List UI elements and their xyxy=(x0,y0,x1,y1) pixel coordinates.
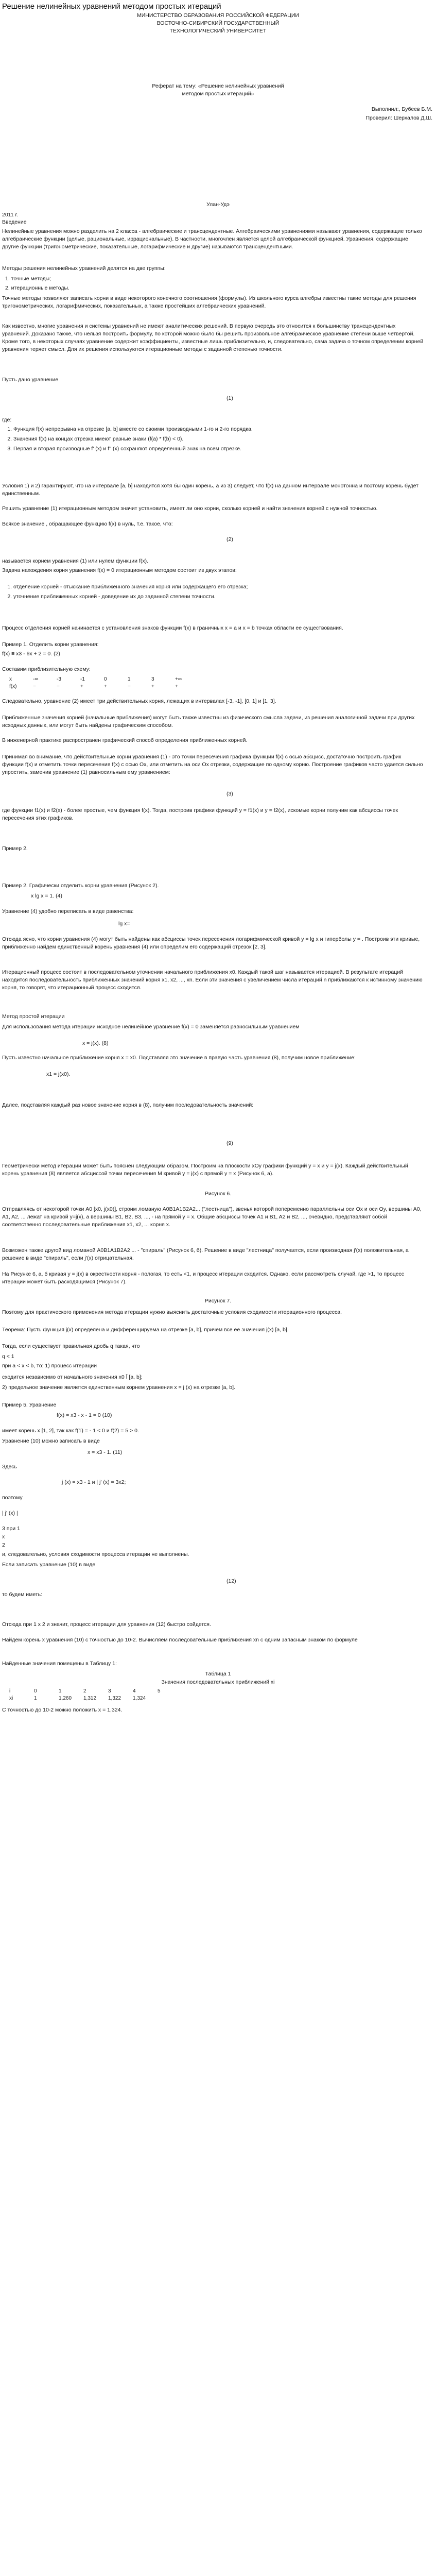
figure-caption: Рисунок 7. xyxy=(204,1298,232,1304)
table-cell: 1,260 xyxy=(59,1696,72,1702)
paragraph: Точные методы позволяют записать корни в виде некоторого конечного соотношения (формулы). Из школьного курса алгебры известны такие методы для решения тригонометрических, логарифмических, показательных, а также простейших алгебраических уравнений. xyxy=(2,295,416,309)
equation-number: (2) xyxy=(226,536,233,543)
table-cell: 3 xyxy=(108,1688,111,1694)
intro-heading: Введение xyxy=(2,219,27,225)
paragraph: Для использования метода итерации исходное нелинейное уравнение f(x) = 0 заменяется равносильным уравнением xyxy=(2,1024,300,1030)
table-cell: i xyxy=(9,1688,11,1694)
paragraph: Пусть дано уравнение xyxy=(2,377,59,383)
referat-topic-2: методом простых итераций» xyxy=(182,91,254,97)
paragraph: Поэтому для практического применения метода итерации нужно выяснить достаточные условия сходимости итерационного процесса. xyxy=(2,1309,342,1315)
table-cell: 1,322 xyxy=(108,1696,121,1702)
table-cell: 2 xyxy=(83,1688,86,1694)
paragraph: Найдем корень x уравнения (10) с точностью до 10-2. Вычисляем последовательные приближения xn с одним запасным знаком по формуле xyxy=(2,1637,358,1643)
paragraph: сходится независимо от начального значения x0 Î [a, b]; xyxy=(2,1374,143,1380)
table-cell: 4 xyxy=(133,1688,136,1694)
table-cell: + xyxy=(151,684,154,690)
paragraph: имеет корень x [1, 2], так как f(1) = - 1 < 0 и f(2) = 5 > 0. xyxy=(2,1428,139,1434)
paragraph: где: xyxy=(2,417,12,423)
table-cell: 5 xyxy=(158,1688,161,1694)
equation-number: (9) xyxy=(226,1140,233,1146)
paragraph: Пример 2. Графически отделить корни уравнения (Рисунок 2). xyxy=(2,883,159,889)
paragraph: Здесь xyxy=(2,1464,18,1470)
paragraph: Принимая во внимание, что действительные корни уравнения (1) - это точки пересечения графика функции f(x) с осью абсцисс, достаточно построить график функции f(x) и отметить точки пересечения f(x) с осью Ox, или отметить на оси Ox отрезки, содержащие по одному корню. Построение графиков часто удается сильно упростить, заменив уравнение (1) равносильным ему уравнением: xyxy=(2,754,423,775)
paragraph: Приближенные значения корней (начальные приближения) могут быть также известны из физического смысла задачи, из решения аналогичной задачи при других исходных данных, или могут быть найдены графическим способом. xyxy=(2,715,415,728)
paragraph: На Рисунке 6, a, б кривая y = j(x) в окрестности корня - пологая, то есть <1, и процесс итерации сходится. Однако, если рассмотреть случай, где >1, то процесс итерации может быть расходящимся (Рисунок 7). xyxy=(2,1271,405,1285)
checker-line: Проверил: Шерхалов Д.Ш. xyxy=(365,115,432,121)
table-caption: Таблица 1 xyxy=(205,1671,231,1677)
list-item: 2. итерационные методы. xyxy=(5,285,69,291)
table-cell: f(x) xyxy=(9,684,17,690)
table-cell: 1,324 xyxy=(133,1696,146,1702)
paragraph: q < 1 xyxy=(2,1353,14,1360)
paragraph: Отсюда при 1 x 2 и значит, процесс итерации для уравнения (12) быстро сойдется. xyxy=(2,1621,211,1628)
table-row xyxy=(9,676,199,683)
table-subcaption: Значения последовательных приближений xi xyxy=(161,1679,275,1685)
paragraph: Пусть известно начальное приближение корня x = x0. Подставляя это значение в правую часть уравнения (8), получим новое приближение: xyxy=(2,1055,356,1061)
table-cell: +∞ xyxy=(175,676,182,682)
paragraph: Теорема: Пусть функция j(x) определена и дифференцируема на отрезке [a, b], причем все ее значения j(x) [a, b]. xyxy=(2,1327,289,1333)
conditions-list xyxy=(2,426,404,455)
equation-line: | j' (x) | xyxy=(2,1510,18,1516)
paragraph: поэтому xyxy=(2,1495,23,1501)
table-cell xyxy=(158,1695,182,1702)
equation-line: x lg x = 1. (4) xyxy=(31,893,62,899)
paragraph: Составим приблизительную схему: xyxy=(2,666,91,672)
equation-number: (12) xyxy=(226,1578,236,1584)
table-cell: + xyxy=(80,684,83,690)
paragraph: Условия 1) и 2) гарантируют, что на интервале [a, b] находится хотя бы один корень, а из 3) следует, что f(x) на данном интервале монотонна и поэтому корень будет единственным. xyxy=(2,483,418,497)
paragraph: 2) предельное значение является единственным корнем уравнения x = j (x) на отрезке [a, b]. xyxy=(2,1384,235,1391)
table-cell: -∞ xyxy=(33,676,39,682)
table-cell: 1 xyxy=(59,1688,62,1694)
paragraph: Геометрически метод итерации может быть пояснен следующим образом. Построим на плоскости xOy графики функций y = x и y = j(x). Каждый действительный корень уравнения (8) является абсциссой точки пересечения M кривой y = j(x) с прямой y = x (Рисунок 6, а). xyxy=(2,1163,408,1177)
paragraph: Как известно, многие уравнения и системы уравнений не имеют аналитических решений. В первую очередь это относится к большинству трансцендентных уравнений. Доказано также, что нельзя построить формулу, по которой можно было бы решить произвольное алгебраическое уравнение степени выше четвертой. Кроме того, в некоторых случаях уравнение содержит коэффициенты, известные лишь приблизительно, и, следовательно, сама задача о точном определении корней уравнения теряет смысл. Для их решения используются итерационные методы с заданной степенью точности. xyxy=(2,323,424,352)
equation-number: (1) xyxy=(226,395,233,401)
list-item: 2. Значения f(x) на концах отрезка имеют разные знаки (f(a) * f(b) < 0). xyxy=(13,435,404,443)
paragraph: где функции f1(x) и f2(x) - более простые, чем функция f(x). Тогда, построив графики функций y = f1(x) и y = f2(x), искомые корни получим как абсциссы точек пересечения этих графиков. xyxy=(2,807,398,821)
figure-caption: Рисунок 6. xyxy=(204,1191,232,1197)
list-item: 1. Функция f(x) непрерывна на отрезке [a, b] вместе со своими производными 1-го и 2-го порядка. xyxy=(13,426,404,433)
paragraph: Решить уравнение (1) итерационным методом значит установить, имеет ли оно корни, сколько корней и найти значения корней с нужной точностью. xyxy=(2,505,378,512)
stages-list xyxy=(2,583,404,603)
author-line: Выполнил:, Бубеев Б.М. xyxy=(371,106,432,112)
table-cell: − xyxy=(57,684,60,690)
table-cell: − xyxy=(33,684,36,690)
university-line-1: ВОСТОЧНО-СИБИРСКИЙ ГОСУДАРСТВЕННЫЙ xyxy=(156,20,280,26)
year-line: 2011 г. xyxy=(2,212,18,218)
paragraph: Всякое значение , обращающее функцию f(x) в нуль, т.е. такое, что: xyxy=(2,521,173,527)
list-item: 1. точные методы; xyxy=(5,276,51,282)
paragraph: В инженерной практике распространен графический способ определения приближенных корней. xyxy=(2,737,248,743)
example-label: Пример 5. Уравнение xyxy=(2,1402,57,1408)
table-cell: 1,312 xyxy=(83,1696,97,1702)
table-cell: 0 xyxy=(104,676,107,682)
equation-number: (3) xyxy=(226,791,233,797)
paragraph: 3 при 1 xyxy=(2,1526,20,1532)
paragraph: и, следовательно, условия сходимости процесса итерации не выполнены. xyxy=(2,1551,189,1557)
equation-line: f(x) ≡ x3 - 6x + 2 = 0. (2) xyxy=(2,651,60,657)
equation-line: j (x) = x3 - 1 и | j' (x) = 3x2; xyxy=(62,1479,126,1485)
city-line: Улан-Удэ xyxy=(206,201,230,208)
table-cell: + xyxy=(175,684,178,690)
paragraph: Тогда, если существует правильная дробь q такая, что xyxy=(2,1343,140,1349)
equation-line: lg x= xyxy=(118,921,130,927)
university-line-2: ТЕХНОЛОГИЧЕСКИЙ УНИВЕРСИТЕТ xyxy=(169,28,267,34)
table-cell: 3 xyxy=(151,676,154,682)
paragraph: Отсюда ясно, что корни уравнения (4) могут быть найдены как абсциссы точек пересечения логарифмической кривой y = lg x и гиперболы y = . Построив эти кривые, приближенно найдем единственный корень уравнения (4) или определим его содержащий отрезок [2, 3]. xyxy=(2,936,420,950)
table-cell: 1 xyxy=(34,1696,37,1702)
equation-line: x = j(x). (8) xyxy=(82,1040,109,1046)
table-row xyxy=(9,1688,182,1695)
paragraph: x xyxy=(2,1534,5,1540)
table-row xyxy=(9,1695,182,1702)
paragraph: Задача нахождения корня уравнения f(x) = 0 итерационным методом состоит из двух этапов: xyxy=(2,567,237,573)
sign-table xyxy=(9,676,199,690)
equation-line: x1 = j(x0). xyxy=(46,1071,71,1077)
section-heading: Метод простой итерации xyxy=(2,1013,65,1020)
paragraph: называется корнем уравнения (1) или нулем функции f(x). xyxy=(2,558,149,564)
paragraph: Нелинейные уравнения можно разделить на 2 класса - алгебраические и трансцендентные. Алгебраическими уравнениями называют уравнения, содержащие только алгебраические функции (целые, рациональные, иррациональные). В частности, многочлен является целой алгебраической функцией. Уравнения, содержащие другие функции (тригонометрические, показательные, логарифмические и другие) называются трансцендентными. xyxy=(2,228,422,250)
paragraph: то будем иметь: xyxy=(2,1591,43,1598)
paragraph: Уравнение (4) удобно переписать в виде равенства: xyxy=(2,908,134,914)
example-label: Пример 2. xyxy=(2,845,28,852)
page-title: Решение нелинейных уравнений методом простых итераций xyxy=(2,2,221,11)
paragraph: Следовательно, уравнение (2) имеет три действительных корня, лежащих в интервалах [-3, -1], [0, 1] и [1, 3]. xyxy=(2,698,276,704)
table-cell: x xyxy=(9,676,12,682)
paragraph: Отправляясь от некоторой точки A0 [x0, j(x0)], строим ломаную A0B1A1B2A2... ("лестница"), звенья которой попеременно параллельны оси Ox и оси Oy, вершины A0, A1, A2, ... лежат на кривой y=j(x), а вершины B1, B2, B3, ..., - на прямой y = x. Общие абсциссы точек A1 и B1, A2 и B2, ..., очевидно, представляют собой соответственно последовательные приближения x1, x2, ... корня x. xyxy=(2,1206,422,1228)
paragraph: C точностью до 10-2 можно положить x = 1,324. xyxy=(2,1707,123,1713)
equation-line: x = x3 - 1. (11) xyxy=(88,1449,123,1455)
paragraph: Итерационный процесс состоит в последовательном уточнении начального приближения x0. Каждый такой шаг называется итерацией. В результате итераций находится последовательность приближенных значений корня x1, x2, ..., xn. Если эти значения с увеличением числа итераций n приближаются к истинному значению корня, то говорят, что итерационный процесс сходится. xyxy=(2,969,423,991)
table-cell: + xyxy=(104,684,107,690)
list-item: 1. отделение корней - отыскание приближенного значения корня или содержащего его отрезка; xyxy=(13,583,404,591)
paragraph: при a < x < b, то: 1) процесс итерации xyxy=(2,1363,97,1369)
ministry-line: МИНИСТЕРСТВО ОБРАЗОВАНИЯ РОССИЙСКОЙ ФЕДЕРАЦИИ xyxy=(137,12,299,19)
list-item: 2. уточнение приближенных корней - доведение их до заданной степени точности. xyxy=(13,593,404,601)
paragraph: Возможен также другой вид ломаной A0B1A1B2A2 ... - "спираль" (Рисунок 6, б). Решение в виде "лестница" получается, если производная j'(x) положительная, а решение в виде "спираль", если j'(x) отрицательная. xyxy=(2,1247,409,1261)
table-cell: xi xyxy=(9,1696,13,1702)
table-row xyxy=(9,683,199,690)
table-cell: − xyxy=(128,684,131,690)
paragraph: Если записать уравнение (10) в виде xyxy=(2,1562,96,1568)
paragraph: Методы решения нелинейных уравнений делятся на две группы: xyxy=(2,265,166,272)
table-cell: 1 xyxy=(128,676,131,682)
table-cell: -3 xyxy=(57,676,61,682)
paragraph: Найденные значения помещены в Таблицу 1: xyxy=(2,1660,117,1667)
paragraph: 2 xyxy=(2,1542,5,1548)
paragraph: Пример 1. Отделить корни уравнения: xyxy=(2,641,99,648)
list-item: 3. Первая и вторая производные f' (x) и f'' (x) сохраняют определенный знак на всем отрезке. xyxy=(13,445,404,453)
paragraph: Далее, подставляя каждый раз новое значение корня в (8), получим последовательность значений: xyxy=(2,1102,254,1108)
table-cell: -1 xyxy=(80,676,85,682)
equation-line: f(x) = x3 - x - 1 = 0 (10) xyxy=(57,1412,112,1418)
referat-topic-1: Реферат на тему: «Решение нелинейных уравнений xyxy=(152,83,284,89)
paragraph: Процесс отделения корней начинается с установления знаков функции f(x) в граничных x = a и x = b точках области ее существования. xyxy=(2,625,343,631)
table-cell: 0 xyxy=(34,1688,37,1694)
iteration-table xyxy=(9,1688,182,1702)
paragraph: Уравнение (10) можно записать в виде xyxy=(2,1438,100,1444)
